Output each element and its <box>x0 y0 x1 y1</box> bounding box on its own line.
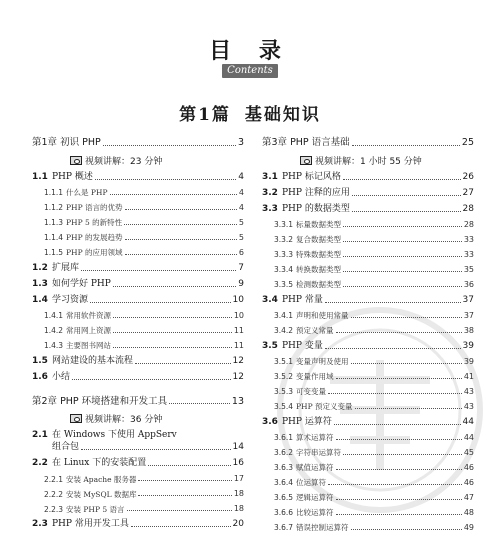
toc-sub-entry[interactable] <box>262 479 474 487</box>
toc-entry-text: 小结 <box>52 371 71 382</box>
toc-entry-number: 1.1.3 <box>44 218 64 227</box>
toc-entry-number: 2.1 <box>32 430 48 440</box>
leader-dots <box>113 347 232 348</box>
toc-sub-entry[interactable] <box>262 388 474 396</box>
toc-entry-label <box>262 173 341 182</box>
toc-entry-label <box>44 491 136 499</box>
toc-section-entry[interactable] <box>32 264 244 273</box>
toc-sub-entry[interactable] <box>262 494 474 502</box>
toc-entry-label <box>44 249 123 257</box>
toc-entry-number: 3.3.2 <box>274 235 294 244</box>
leader-dots <box>352 145 460 146</box>
toc-entry-text: PHP 标记风格 <box>282 171 341 182</box>
leader-dots <box>352 195 461 196</box>
toc-sub-entry[interactable] <box>262 312 474 320</box>
toc-entry-page: 17 <box>233 474 244 483</box>
toc-entry-label <box>274 236 341 244</box>
toc-right-column <box>262 138 474 539</box>
leader-dots <box>127 510 232 511</box>
toc-entry-label <box>44 342 111 350</box>
toc-entry-page: 10 <box>233 310 244 320</box>
toc-sub-entry[interactable] <box>32 475 244 483</box>
toc-sub-entry[interactable] <box>32 327 244 335</box>
leader-dots <box>343 271 462 272</box>
toc-sub-entry[interactable] <box>32 204 244 212</box>
toc-entry-number: 3.6.2 <box>274 448 294 457</box>
video-label: 视频讲解：1 小时 55 分钟 <box>315 156 422 167</box>
toc-entry-label <box>44 189 108 197</box>
leader-dots <box>343 454 462 455</box>
leader-dots <box>336 514 462 515</box>
toc-entry-label <box>274 388 326 396</box>
toc-entry-text: 变量声明及使用 <box>296 357 349 366</box>
toc-entry-page: 46 <box>463 462 474 472</box>
leader-dots <box>351 317 462 318</box>
toc-entry-number: 1.6 <box>32 371 48 382</box>
toc-entry-label <box>44 312 111 320</box>
toc-entry-page: 14 <box>232 442 244 452</box>
toc-entry-text: 错误控制运算符 <box>296 523 349 532</box>
toc-entry-number: 3.4.1 <box>274 311 294 320</box>
toc-entry-number: 3.2 <box>262 187 278 198</box>
part-number: 第1篇 <box>179 105 231 125</box>
toc-entry-number: 3.6.3 <box>274 463 294 472</box>
leader-dots <box>125 209 237 210</box>
leader-dots <box>113 317 232 318</box>
leader-dots <box>135 363 231 364</box>
toc-section-entry[interactable] <box>32 357 244 366</box>
toc-entry-text: PHP 的数据类型 <box>282 203 350 214</box>
toc-entry-label <box>44 204 123 212</box>
toc-entry-text: 常用软件资源 <box>66 311 111 320</box>
toc-entry-text: PHP 注释的应用 <box>282 187 350 198</box>
toc-section-entry[interactable] <box>32 296 244 305</box>
toc-entry-page: 16 <box>232 458 244 468</box>
toc-sub-entry[interactable] <box>32 219 244 227</box>
toc-entry-label <box>32 173 93 182</box>
toc-entry-number: 1.1.4 <box>44 233 64 242</box>
toc-entry-label <box>44 327 111 335</box>
toc-entry-label <box>274 266 341 274</box>
toc-sub-entry[interactable] <box>262 251 474 259</box>
toc-entry-number: 1.4.3 <box>44 341 64 350</box>
leader-dots <box>343 286 462 287</box>
toc-section-entry[interactable] <box>32 520 244 529</box>
toc-section-entry[interactable] <box>262 342 474 351</box>
part-name: 基础知识 <box>244 105 321 125</box>
toc-entry-number: 3.6.5 <box>274 493 294 502</box>
toc-entry-text: 特殊数据类型 <box>296 250 341 259</box>
toc-entry-label <box>44 506 125 514</box>
toc-sub-entry[interactable] <box>32 189 244 197</box>
leader-dots <box>343 241 462 242</box>
toc-section-entry[interactable] <box>262 296 474 305</box>
leader-dots <box>113 332 232 333</box>
toc-entry-number: 3.6.1 <box>274 433 294 442</box>
toc-entry-text: PHP 预定义变量 <box>296 402 353 411</box>
toc-entry-page: 48 <box>463 507 474 517</box>
toc-entry-page: 4 <box>238 171 244 182</box>
toc-entry-page: 4 <box>238 202 244 212</box>
toc-entry-label <box>274 434 334 442</box>
leader-dots <box>325 348 461 349</box>
toc-entry-label <box>32 431 177 440</box>
toc-entry-page: 39 <box>463 356 474 366</box>
toc-entry-label <box>262 342 323 351</box>
toc-entry-label <box>262 138 350 148</box>
toc-entry-label <box>274 403 353 411</box>
toc-entry-number: 3.6.6 <box>274 508 294 517</box>
toc-entry-page: 41 <box>463 371 474 381</box>
toc-sub-entry[interactable] <box>32 249 244 257</box>
toc-entry-label <box>32 357 133 366</box>
leader-dots <box>95 179 236 180</box>
leader-dots <box>125 239 237 240</box>
toc-entry-label <box>274 464 334 472</box>
toc-chapter-entry[interactable] <box>262 138 474 148</box>
leader-dots <box>328 393 462 394</box>
toc-entry-page: 43 <box>463 386 474 396</box>
toc-section-entry-continued[interactable] <box>32 443 244 452</box>
toc-entry-page: 49 <box>463 522 474 532</box>
toc-section-entry[interactable] <box>262 205 474 214</box>
video-label: 视频讲解：23 分钟 <box>85 156 163 167</box>
toc-entry-page: 36 <box>463 279 474 289</box>
leader-dots <box>352 211 461 212</box>
toc-entry-text: 转换数据类型 <box>296 265 341 274</box>
leader-dots <box>103 145 236 146</box>
toc-entry-page: 33 <box>463 234 474 244</box>
toc-entry-page: 45 <box>463 447 474 457</box>
toc-entry-number: 1.3 <box>32 278 48 289</box>
toc-entry-text: 主要图书网站 <box>66 341 111 350</box>
toc-entry-text: 扩展库 <box>52 262 80 273</box>
toc-entry-text: 什么是 PHP <box>66 188 108 197</box>
toc-sub-entry[interactable] <box>262 281 474 289</box>
toc-entry-text: 组合包 <box>52 442 80 452</box>
toc-entry-label <box>32 459 146 468</box>
leader-dots <box>125 254 237 255</box>
toc-entry-page: 33 <box>463 249 474 259</box>
toc-entry-label <box>262 189 350 198</box>
leader-dots <box>343 179 461 180</box>
toc-entry-number: 3.3.5 <box>274 280 294 289</box>
leader-dots <box>81 270 236 271</box>
toc-entry-page: 35 <box>463 264 474 274</box>
toc-entry-label <box>32 373 70 382</box>
toc-entry-label <box>274 281 341 289</box>
video-note <box>300 155 474 166</box>
toc-entry-text: PHP 运算符 <box>282 416 332 427</box>
toc-entry-page: 28 <box>463 219 474 229</box>
contents-badge: Contents <box>222 64 278 78</box>
toc-entry-page: 7 <box>238 262 244 273</box>
toc-entry-label <box>274 327 334 335</box>
leader-dots <box>336 469 462 470</box>
toc-entry-label <box>44 219 122 227</box>
toc-entry-text: 检测数据类型 <box>296 280 341 289</box>
toc-entry-page: 11 <box>233 340 244 350</box>
toc-entry-label <box>32 280 111 289</box>
toc-entry-number: 2.2.3 <box>44 504 64 514</box>
toc-section-entry[interactable] <box>32 173 244 182</box>
toc-section-entry[interactable] <box>262 418 474 427</box>
leader-dots <box>81 449 231 450</box>
toc-entry-number: 2.3 <box>32 519 48 529</box>
toc-entry-label <box>274 494 334 502</box>
toc-entry-text: PHP 变量 <box>282 340 323 351</box>
toc-entry-text: 安装 PHP 5 语言 <box>66 504 125 514</box>
video-label: 视频讲解：36 分钟 <box>85 415 163 425</box>
toc-entry-label <box>274 221 341 229</box>
toc-entry-number: 1.1 <box>32 171 48 182</box>
toc-entry-page: 18 <box>233 504 244 513</box>
toc-section-entry[interactable] <box>32 373 244 382</box>
toc-entry-number: 3.4 <box>262 294 278 305</box>
leader-dots <box>336 439 462 440</box>
toc-entry-label <box>262 418 332 427</box>
toc-sub-entry[interactable] <box>32 234 244 242</box>
toc-entry-text: 位运算符 <box>296 478 326 487</box>
toc-entry-page: 13 <box>231 395 244 407</box>
toc-entry-label <box>274 373 334 381</box>
toc-entry-number: 3.5 <box>262 340 278 351</box>
toc-entry-text: PHP 概述 <box>52 171 93 182</box>
toc-sub-entry[interactable] <box>262 236 474 244</box>
leader-dots <box>336 332 462 333</box>
toc-entry-page: 26 <box>462 171 474 182</box>
toc-entry-page: 18 <box>233 489 244 498</box>
video-note <box>70 413 244 424</box>
leader-dots <box>113 286 236 287</box>
toc-entry-number: 3.3 <box>262 203 278 214</box>
toc-entry-label <box>32 138 101 148</box>
toc-sub-entry[interactable] <box>262 266 474 274</box>
toc-entry-number: 3.1 <box>262 171 278 182</box>
part-title <box>0 100 500 125</box>
toc-entry-page: 12 <box>232 371 244 382</box>
toc-sub-entry[interactable] <box>262 373 474 381</box>
toc-left-column <box>32 138 244 536</box>
toc-entry-number: 1.2 <box>32 262 48 273</box>
toc-entry-number: 3.5.1 <box>274 357 294 366</box>
toc-sub-entry[interactable] <box>262 358 474 366</box>
leader-dots <box>148 465 230 466</box>
toc-entry-number: 2.2 <box>32 458 48 468</box>
toc-entry-text: 安装 Apache 服务器 <box>66 474 137 484</box>
leader-dots <box>325 302 461 303</box>
toc-entry-page: 6 <box>238 247 244 257</box>
toc-sub-entry[interactable] <box>32 490 244 498</box>
toc-entry-number: 3.3.3 <box>274 250 294 259</box>
toc-section-entry[interactable] <box>32 431 244 440</box>
toc-entry-text: 比较运算符 <box>296 508 334 517</box>
toc-entry-page: 44 <box>463 432 474 442</box>
toc-entry-number: 1.5 <box>32 355 48 366</box>
toc-entry-label <box>262 296 323 305</box>
toc-entry-label <box>274 449 341 457</box>
toc-entry-text: PHP 常用开发工具 <box>52 519 129 529</box>
toc-entry-text: 第1章 初识 PHP <box>32 137 101 148</box>
toc-sub-entry[interactable] <box>262 524 474 532</box>
toc-entry-label <box>44 476 136 484</box>
toc-sub-entry[interactable] <box>262 464 474 472</box>
toc-entry-number: 1.1.1 <box>44 188 64 197</box>
toc-section-entry[interactable] <box>262 189 474 198</box>
leader-dots <box>336 499 462 500</box>
toc-entry-page: 37 <box>462 294 474 305</box>
toc-entry-text: 复合数据类型 <box>296 235 341 244</box>
toc-entry-page: 25 <box>461 137 474 148</box>
toc-entry-text: 第2章 PHP 环境搭建和开发工具 <box>32 395 168 407</box>
toc-entry-page: 4 <box>238 187 244 197</box>
toc-entry-label <box>32 520 129 529</box>
toc-section-entry[interactable] <box>262 173 474 182</box>
video-camera-icon <box>300 156 312 165</box>
leader-dots <box>124 224 237 225</box>
toc-sub-entry[interactable] <box>262 449 474 457</box>
toc-entry-page: 43 <box>463 401 474 411</box>
toc-entry-page: 20 <box>232 519 244 529</box>
leader-dots <box>131 526 231 527</box>
toc-chapter-entry[interactable] <box>32 138 244 148</box>
toc-entry-text: 在 Windows 下使用 AppServ <box>52 430 177 440</box>
leader-dots <box>328 484 462 485</box>
toc-entry-text: 网站建设的基本流程 <box>52 355 134 366</box>
leader-dots <box>334 424 461 425</box>
toc-entry-page: 27 <box>462 187 474 198</box>
leader-dots <box>355 408 462 409</box>
toc-entry-number: 1.1.5 <box>44 248 64 257</box>
leader-dots <box>72 379 231 380</box>
leader-dots <box>351 363 462 364</box>
leader-dots <box>169 403 230 404</box>
toc-entry-text: PHP 常量 <box>282 294 323 305</box>
toc-entry-number: 3.5.2 <box>274 372 294 381</box>
toc-sub-entry[interactable] <box>262 434 474 442</box>
toc-entry-page: 11 <box>233 325 244 335</box>
toc-entry-label <box>274 251 341 259</box>
toc-entry-label <box>32 264 79 273</box>
toc-entry-label <box>32 397 167 407</box>
toc-entry-page: 9 <box>238 278 244 289</box>
toc-entry-page: 5 <box>238 217 244 227</box>
leader-dots <box>138 480 231 481</box>
toc-entry-number: 3.6.4 <box>274 478 294 487</box>
toc-entry-number: 2.2.1 <box>44 474 64 484</box>
toc-entry-text: 第3章 PHP 语言基础 <box>262 137 350 148</box>
toc-entry-text: 预定义常量 <box>296 326 334 335</box>
toc-section-entry[interactable] <box>32 280 244 289</box>
toc-entry-page: 38 <box>463 325 474 335</box>
toc-entry-number: 3.5.3 <box>274 387 294 396</box>
toc-entry-page: 5 <box>238 232 244 242</box>
toc-entry-page: 3 <box>237 137 244 148</box>
video-camera-icon <box>70 156 82 165</box>
toc-sub-entry[interactable] <box>262 403 474 411</box>
toc-entry-number: 3.4.2 <box>274 326 294 335</box>
toc-entry-text: 可变变量 <box>296 387 326 396</box>
toc-sub-entry[interactable] <box>262 509 474 517</box>
toc-entry-text: PHP 的应用领域 <box>66 248 123 257</box>
toc-sub-entry[interactable] <box>32 312 244 320</box>
leader-dots <box>90 302 231 303</box>
toc-entry-text: 算术运算符 <box>296 433 334 442</box>
toc-entry-text: 安装 MySQL 数据库 <box>66 489 137 499</box>
toc-entry-label <box>262 205 350 214</box>
toc-entry-text: 学习资源 <box>52 294 89 305</box>
toc-entry-label <box>274 509 334 517</box>
leader-dots <box>110 194 237 195</box>
toc-entry-number: 3.5.4 <box>274 402 294 411</box>
toc-entry-page: 44 <box>462 416 474 427</box>
toc-entry-text: PHP 的发展趋势 <box>66 233 123 242</box>
toc-entry-label <box>274 312 349 320</box>
toc-entry-text: PHP 5 的新特性 <box>66 218 123 227</box>
leader-dots <box>343 256 462 257</box>
toc-entry-text: 如何学好 PHP <box>52 278 111 289</box>
toc-entry-label <box>32 296 88 305</box>
toc-entry-page: 37 <box>463 310 474 320</box>
toc-entry-page: 47 <box>463 492 474 502</box>
toc-sub-entry[interactable] <box>32 505 244 513</box>
toc-entry-page: 28 <box>462 203 474 214</box>
leader-dots <box>336 378 462 379</box>
toc-entry-text: 在 Linux 下的安装配置 <box>52 458 147 468</box>
toc-chapter-entry[interactable] <box>32 397 244 407</box>
leader-dots <box>343 226 462 227</box>
video-note <box>70 155 244 166</box>
toc-entry-page: 46 <box>463 477 474 487</box>
toc-entry-label <box>274 358 349 366</box>
toc-entry-page: 10 <box>232 294 244 305</box>
toc-sub-entry[interactable] <box>262 327 474 335</box>
toc-sub-entry[interactable] <box>32 342 244 350</box>
toc-entry-number: 2.2.2 <box>44 489 64 499</box>
toc-entry-number: 1.4.1 <box>44 311 64 320</box>
toc-entry-text: 赋值运算符 <box>296 463 334 472</box>
toc-entry-label <box>274 524 349 532</box>
toc-entry-number: 3.3.4 <box>274 265 294 274</box>
toc-entry-page: 39 <box>462 340 474 351</box>
toc-title: 目 录 <box>209 38 291 64</box>
toc-entry-number: 1.4 <box>32 294 48 305</box>
toc-entry-number: 1.4.2 <box>44 326 64 335</box>
toc-entry-number: 3.6 <box>262 416 278 427</box>
video-camera-icon <box>70 414 82 423</box>
toc-section-entry[interactable] <box>32 459 244 468</box>
toc-entry-label <box>274 479 326 487</box>
toc-entry-text: 常用网上资源 <box>66 326 111 335</box>
toc-entry-number: 3.6.7 <box>274 523 294 532</box>
toc-entry-label <box>44 234 123 242</box>
toc-entry-page: 12 <box>232 355 244 366</box>
toc-entry-text: 声明和使用常量 <box>296 311 349 320</box>
toc-sub-entry[interactable] <box>262 221 474 229</box>
toc-entry-text: 标量数据类型 <box>296 220 341 229</box>
toc-entry-text: 变量作用域 <box>296 372 334 381</box>
toc-entry-number: 1.1.2 <box>44 203 64 212</box>
toc-entry-text: 逻辑运算符 <box>296 493 334 502</box>
toc-entry-number: 3.3.1 <box>274 220 294 229</box>
leader-dots <box>138 495 231 496</box>
toc-entry-text: PHP 语言的优势 <box>66 203 123 212</box>
toc-entry-text: 字符串运算符 <box>296 448 341 457</box>
